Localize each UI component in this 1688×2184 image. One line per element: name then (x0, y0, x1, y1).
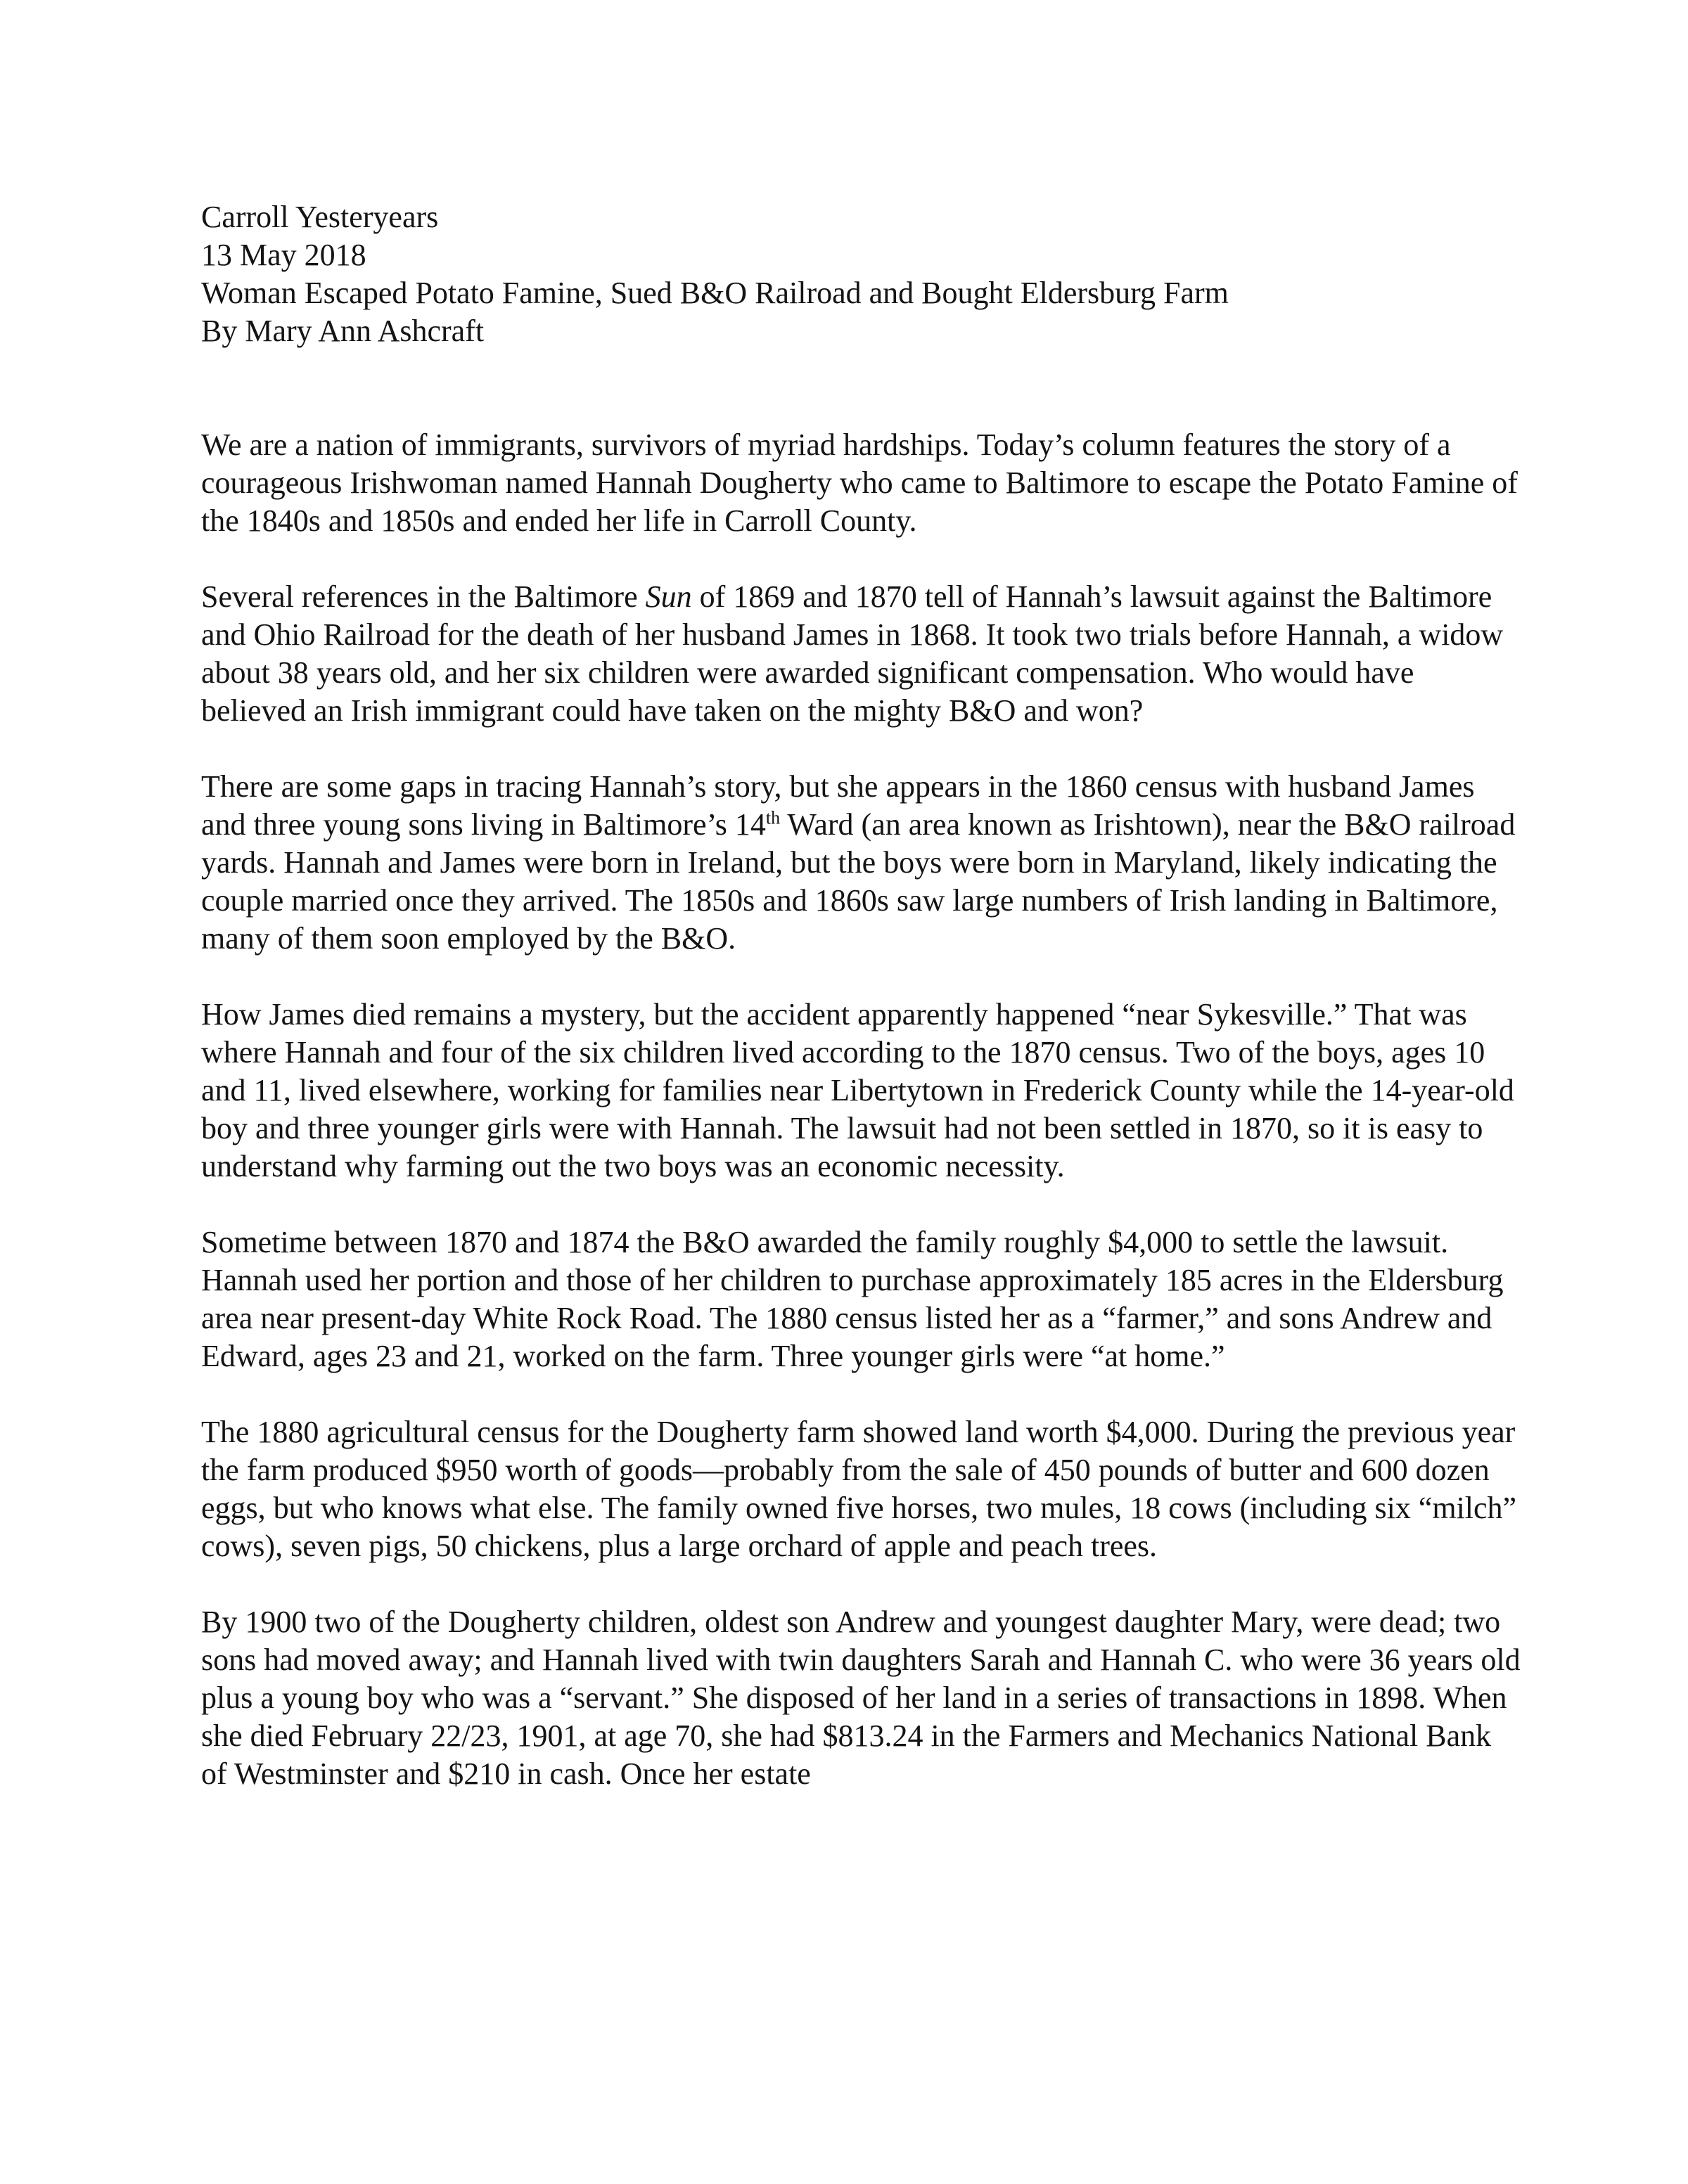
document-page (201, 198, 1523, 1793)
paragraph-3-text-a: There are some gaps in tracing Hannah’s story, but she appears in the 1860 census with husband James and three young sons living in Baltimore’s 14 (201, 769, 1475, 842)
paragraph-4: How James died remains a mystery, but the accident apparently happened “near Sykesville.” That was where Hannah and four of the six children lived according to the 1870 census. Two of the boys, ages 10 and 11, lived elsewhere, working for families near Libertytown in Frederick County while the 14-year-old boy and three younger girls were with Hannah. The lawsuit had not been settled in 1870, so it is easy to understand why farming out the two boys was an economic necessity. (201, 997, 1514, 1183)
paragraph-6: The 1880 agricultural census for the Dougherty farm showed land worth $4,000. During the previous year the farm produced $950 worth of goods—probably from the sale of 450 pounds of butter and 600 dozen eggs, but who knows what else. The family owned five horses, two mules, 18 cows (including six “milch” cows), seven pigs, 50 chickens, plus a large orchard of apple and peach trees. (201, 1415, 1517, 1563)
paragraph-3 (201, 768, 1523, 958)
paragraph-3-text-b: Ward (an area known as Irishtown), near the B&O railroad yards. Hannah and James were born in Ireland, but the boys were born in Maryland, likely indicating the couple married once they arrived. The 1850s and 1860s saw large numbers of Irish landing in Baltimore, many of them soon employed by the B&O. (201, 807, 1516, 956)
byline: By Mary Ann Ashcraft (201, 314, 485, 348)
paragraph-5: Sometime between 1870 and 1874 the B&O awarded the family roughly $4,000 to settle the lawsuit. Hannah used her portion and those of her children to purchase approximately 185 acres in the Eldersburg area near present-day White Rock Road. The 1880 census listed her as a “farmer,” and sons Andrew and Edward, ages 23 and 21, worked on the farm. Three younger girls were “at home.” (201, 1225, 1504, 1373)
column-name: Carroll Yesteryears (201, 200, 439, 234)
paragraph-2-text-b: of 1869 and 1870 tell of Hannah’s lawsuit against the Baltimore and Ohio Railroad for the death of her husband James in 1868. It took two trials before Hannah, a widow about 38 years old, and her six children were awarded significant compensation. Who would have believed an Irish immigrant could have taken on the mighty B&O and won? (201, 579, 1504, 728)
paragraph-1: We are a nation of immigrants, survivors of myriad hardships. Today’s column features the story of a courageous Irishwoman named Hannah Dougherty who came to Baltimore to escape the Potato Famine of the 1840s and 1850s and ended her life in Carroll County. (201, 428, 1518, 538)
newspaper-name: Sun (645, 579, 692, 614)
ordinal-superscript: th (765, 807, 781, 828)
article-header (201, 198, 1523, 350)
paragraph-7: By 1900 two of the Dougherty children, oldest son Andrew and youngest daughter Mary, were dead; two sons had moved away; and Hannah lived with twin daughters Sarah and Hannah C. who were 36 years old plus a young boy who was a “servant.” She disposed of her land in a series of transactions in 1898. When she died February 22/23, 1901, at age 70, she had $813.24 in the Farmers and Mechanics National Bank of Westminster and $210 in cash. Once her estate (201, 1605, 1521, 1791)
publication-date: 13 May 2018 (201, 238, 366, 272)
paragraph-2-text-a: Several references in the Baltimore (201, 579, 646, 614)
article-title: Woman Escaped Potato Famine, Sued B&O Railroad and Bought Eldersburg Farm (201, 276, 1229, 310)
paragraph-2 (201, 578, 1523, 730)
